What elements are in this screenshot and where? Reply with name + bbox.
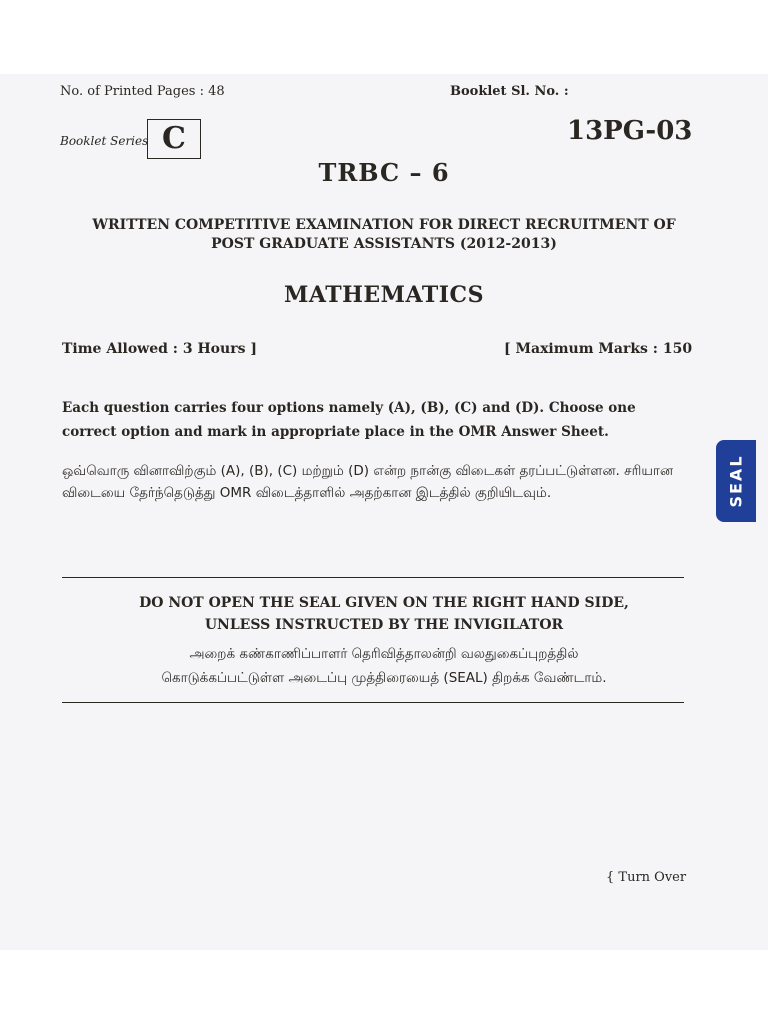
time-allowed: Time Allowed : 3 Hours ] bbox=[62, 341, 257, 357]
divider-top bbox=[62, 577, 684, 578]
seal-warning-tamil-line-1: அறைக் கண்காணிப்பாளர் தெரிவித்தாலன்றி வலதுகைப்புறத்தில் bbox=[189, 646, 579, 662]
booklet-series-label: Booklet Series bbox=[60, 134, 149, 148]
question-booklet-cover bbox=[0, 74, 768, 950]
booklet-serial-number: Booklet Sl. No. : bbox=[450, 84, 569, 99]
instructions-english: Each question carries four options namely (A), (B), (C) and (D). Choose one correct option and mark in appropriate place in the OMR Answer Sheet. bbox=[62, 400, 636, 440]
exam-code: TRBC – 6 bbox=[318, 158, 450, 187]
maximum-marks: [ Maximum Marks : 150 bbox=[504, 341, 693, 357]
paper-code: 13PG-03 bbox=[567, 116, 693, 146]
seal-warning-english bbox=[0, 592, 768, 636]
seal-warning-tamil bbox=[0, 642, 768, 690]
exam-title bbox=[0, 216, 768, 254]
exam-title-line-1: WRITTEN COMPETITIVE EXAMINATION FOR DIRECT RECRUITMENT OF bbox=[92, 217, 676, 233]
booklet-series-box: C bbox=[147, 119, 201, 159]
seal-tab[interactable] bbox=[716, 440, 756, 522]
seal-warning-line-2: UNLESS INSTRUCTED BY THE INVIGILATOR bbox=[204, 617, 564, 633]
seal-tab-label: SEAL bbox=[726, 454, 746, 508]
printed-pages-count: No. of Printed Pages : 48 bbox=[60, 84, 225, 99]
seal-warning-line-1: DO NOT OPEN THE SEAL GIVEN ON THE RIGHT HAND SIDE, bbox=[139, 595, 629, 611]
exam-title-line-2: POST GRADUATE ASSISTANTS (2012-2013) bbox=[211, 236, 557, 252]
turn-over-note: { Turn Over bbox=[606, 870, 687, 885]
divider-bottom bbox=[62, 702, 684, 703]
subject-title: MATHEMATICS bbox=[284, 282, 484, 308]
seal-warning-tamil-line-2: கொடுக்கப்பட்டுள்ள அடைப்பு முத்திரையைத் (SEAL) திறக்க வேண்டாம். bbox=[161, 670, 607, 686]
instructions-tamil: ஒவ்வொரு வினாவிற்கும் (A), (B), (C) மற்றும் (D) என்ற நான்கு விடைகள் தரப்பட்டுள்ளன. சரியான விடையை தேர்ந்தெடுத்து OMR விடைத்தாளில் அதற்கான இடத்தில் குறியிடவும். bbox=[62, 463, 674, 501]
